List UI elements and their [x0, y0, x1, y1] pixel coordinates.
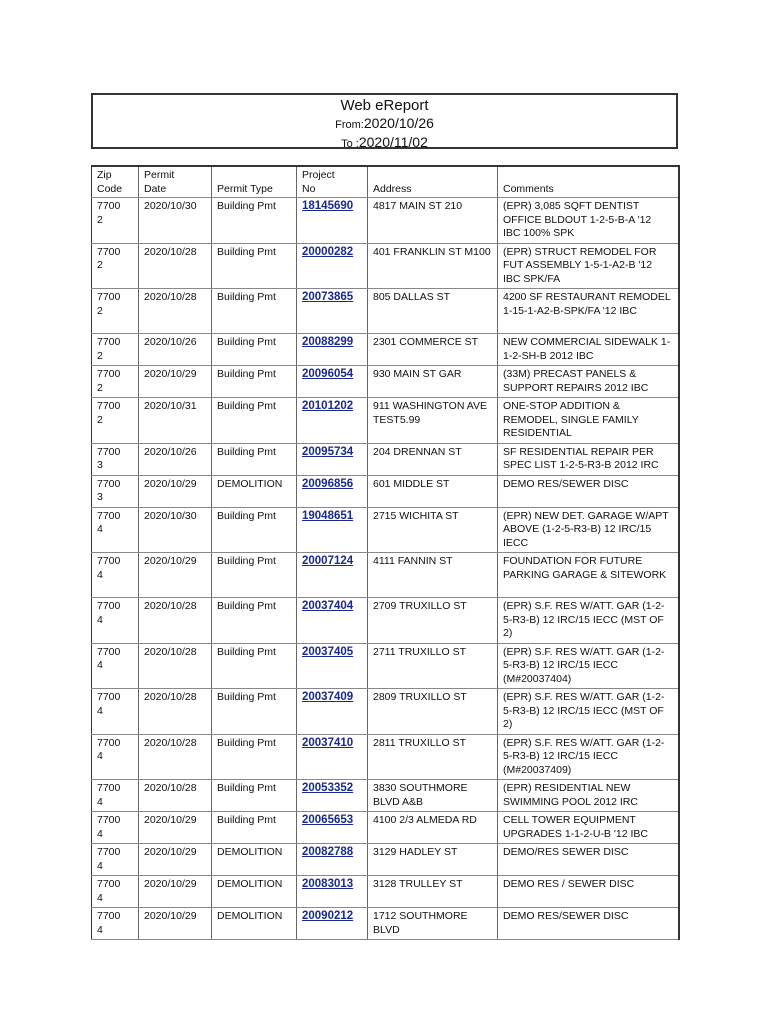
project-no-cell	[297, 398, 368, 444]
project-no-cell	[297, 876, 368, 908]
table-row	[92, 334, 679, 366]
project-no-cell	[297, 289, 368, 334]
comments-cell: CELL TOWER EQUIPMENT UPGRADES 1-1-2-U-B '12 IBC	[498, 812, 679, 844]
to-line	[93, 134, 676, 153]
table-row	[92, 475, 679, 507]
project-link[interactable]: 20037405	[302, 645, 354, 658]
comments-cell: DEMO/RES SEWER DISC	[498, 844, 679, 876]
permit-date-cell: 2020/10/29	[139, 844, 212, 876]
permit-type-cell: Building Pmt	[212, 689, 297, 735]
project-no-cell	[297, 334, 368, 366]
permit-type-cell: Building Pmt	[212, 553, 297, 598]
permit-type-cell: Building Pmt	[212, 734, 297, 780]
address-cell: 1712 SOUTHMORE BLVD	[368, 908, 498, 940]
zip-code-cell: 7700 4	[92, 780, 139, 812]
column-header: Zip Code	[92, 166, 139, 198]
comments-cell: DEMO RES/SEWER DISC	[498, 475, 679, 507]
permit-date-cell: 2020/10/28	[139, 780, 212, 812]
project-link[interactable]: 20083013	[302, 878, 354, 890]
permit-date-cell: 2020/10/29	[139, 876, 212, 908]
project-link[interactable]: 20090212	[302, 910, 354, 922]
zip-code-cell: 7700 2	[92, 334, 139, 366]
permit-type-cell: Building Pmt	[212, 398, 297, 444]
project-no-cell	[297, 734, 368, 780]
address-cell: 4100 2/3 ALMEDA RD	[368, 812, 498, 844]
to-label: To :	[341, 138, 359, 150]
permit-date-cell: 2020/10/29	[139, 908, 212, 940]
comments-cell: (EPR) STRUCT REMODEL FOR FUT ASSEMBLY 1-5-1-A2-B '12 IBC SPK/FA	[498, 243, 679, 289]
permit-type-cell: Building Pmt	[212, 443, 297, 475]
project-no-cell	[297, 553, 368, 598]
permit-type-cell: DEMOLITION	[212, 876, 297, 908]
table-header-row	[92, 166, 679, 198]
comments-cell: 4200 SF RESTAURANT REMODEL 1-15-1-A2-B-SPK/FA '12 IBC	[498, 289, 679, 334]
zip-code-cell: 7700 2	[92, 289, 139, 334]
project-no-cell	[297, 366, 368, 398]
permits-table-body	[92, 166, 679, 940]
permit-date-cell: 2020/10/28	[139, 643, 212, 689]
project-link[interactable]: 20088299	[302, 336, 354, 348]
permit-type-cell: Building Pmt	[212, 598, 297, 644]
column-header: Permit Type	[212, 166, 297, 198]
comments-cell: FOUNDATION FOR FUTURE PARKING GARAGE & SITEWORK	[498, 553, 679, 598]
to-date: 2020/11/02	[358, 134, 428, 150]
permit-date-cell: 2020/10/29	[139, 475, 212, 507]
report-header	[91, 93, 678, 149]
project-no-cell	[297, 643, 368, 689]
from-line	[93, 115, 676, 134]
table-row	[92, 780, 679, 812]
permit-type-cell: Building Pmt	[212, 780, 297, 812]
table-row	[92, 198, 679, 244]
permit-date-cell: 2020/10/26	[139, 443, 212, 475]
address-cell: 401 FRANKLIN ST M100	[368, 243, 498, 289]
project-no-cell	[297, 844, 368, 876]
project-no-cell	[297, 908, 368, 940]
table-row	[92, 844, 679, 876]
permit-date-cell: 2020/10/30	[139, 198, 212, 244]
project-link[interactable]: 20000282	[302, 245, 354, 258]
zip-code-cell: 7700 2	[92, 198, 139, 244]
zip-code-cell: 7700 2	[92, 398, 139, 444]
comments-cell: (EPR) S.F. RES W/ATT. GAR (1-2-5-R3-B) 12 IRC/15 IECC (MST OF 2)	[498, 598, 679, 644]
permit-date-cell: 2020/10/28	[139, 289, 212, 334]
project-no-cell	[297, 507, 368, 553]
permit-type-cell: Building Pmt	[212, 812, 297, 844]
project-no-cell	[297, 780, 368, 812]
zip-code-cell: 7700 3	[92, 443, 139, 475]
zip-code-cell: 7700 4	[92, 598, 139, 644]
comments-cell: DEMO RES / SEWER DISC	[498, 876, 679, 908]
permit-date-cell: 2020/10/28	[139, 689, 212, 735]
zip-code-cell: 7700 4	[92, 812, 139, 844]
project-no-cell	[297, 812, 368, 844]
zip-code-cell: 7700 4	[92, 553, 139, 598]
project-link[interactable]: 20096054	[302, 368, 354, 380]
comments-cell: DEMO RES/SEWER DISC	[498, 908, 679, 940]
address-cell: 2715 WICHITA ST	[368, 507, 498, 553]
table-row	[92, 366, 679, 398]
zip-code-cell: 7700 3	[92, 475, 139, 507]
project-link[interactable]: 19048651	[302, 509, 354, 522]
table-row	[92, 443, 679, 475]
permit-date-cell: 2020/10/26	[139, 334, 212, 366]
address-cell: 2811 TRUXILLO ST	[368, 734, 498, 780]
from-date: 2020/10/26	[363, 115, 434, 131]
comments-cell: (EPR) S.F. RES W/ATT. GAR (1-2-5-R3-B) 12 IRC/15 IECC (MST OF 2)	[498, 689, 679, 735]
zip-code-cell: 7700 4	[92, 844, 139, 876]
address-cell: 3128 TRULLEY ST	[368, 876, 498, 908]
comments-cell: (EPR) S.F. RES W/ATT. GAR (1-2-5-R3-B) 12 IRC/15 IECC (M#20037409)	[498, 734, 679, 780]
project-link[interactable]: 20095734	[302, 445, 354, 458]
project-link[interactable]: 20065653	[302, 814, 354, 826]
permit-type-cell: Building Pmt	[212, 243, 297, 289]
permit-type-cell: Building Pmt	[212, 643, 297, 689]
project-no-cell	[297, 243, 368, 289]
project-no-cell	[297, 475, 368, 507]
column-header: Comments	[498, 166, 679, 198]
comments-cell: (EPR) NEW DET. GARAGE W/APT ABOVE (1-2-5-R3-B) 12 IRC/15 IECC	[498, 507, 679, 553]
address-cell: 2301 COMMERCE ST	[368, 334, 498, 366]
column-header: Address	[368, 166, 498, 198]
permit-type-cell: DEMOLITION	[212, 475, 297, 507]
permit-type-cell: DEMOLITION	[212, 844, 297, 876]
zip-code-cell: 7700 4	[92, 643, 139, 689]
permit-type-cell: Building Pmt	[212, 289, 297, 334]
project-link[interactable]: 20037409	[302, 691, 354, 703]
project-link[interactable]: 20007124	[302, 555, 354, 567]
project-link[interactable]: 20101202	[302, 400, 354, 412]
comments-cell: (EPR) RESIDENTIAL NEW SWIMMING POOL 2012 IRC	[498, 780, 679, 812]
permit-date-cell: 2020/10/29	[139, 812, 212, 844]
table-row	[92, 812, 679, 844]
column-header: Permit Date	[139, 166, 212, 198]
table-row	[92, 398, 679, 444]
from-label: From:	[335, 119, 364, 131]
zip-code-cell: 7700 2	[92, 366, 139, 398]
permit-date-cell: 2020/10/31	[139, 398, 212, 444]
project-link[interactable]: 18145690	[302, 200, 354, 212]
permit-date-cell: 2020/10/28	[139, 598, 212, 644]
zip-code-cell: 7700 4	[92, 734, 139, 780]
permit-date-cell: 2020/10/29	[139, 553, 212, 598]
comments-cell: (EPR) 3,085 SQFT DENTIST OFFICE BLDOUT 1-2-5-B-A '12 IBC 100% SPK	[498, 198, 679, 244]
comments-cell: SF RESIDENTIAL REPAIR PER SPEC LIST 1-2-5-R3-B 2012 IRC	[498, 443, 679, 475]
address-cell: 4817 MAIN ST 210	[368, 198, 498, 244]
permits-table	[91, 165, 680, 940]
address-cell: 930 MAIN ST GAR	[368, 366, 498, 398]
address-cell: 911 WASHINGTON AVE TEST5.99	[368, 398, 498, 444]
table-row	[92, 243, 679, 289]
zip-code-cell: 7700 4	[92, 689, 139, 735]
permit-type-cell: DEMOLITION	[212, 908, 297, 940]
project-link[interactable]: 20073865	[302, 291, 354, 303]
permit-type-cell: Building Pmt	[212, 334, 297, 366]
address-cell: 4111 FANNIN ST	[368, 553, 498, 598]
project-link[interactable]: 20082788	[302, 846, 354, 858]
project-no-cell	[297, 598, 368, 644]
project-no-cell	[297, 198, 368, 244]
permit-type-cell: Building Pmt	[212, 366, 297, 398]
address-cell: 2809 TRUXILLO ST	[368, 689, 498, 735]
project-link[interactable]: 20037404	[302, 600, 354, 612]
table-row	[92, 507, 679, 553]
table-row	[92, 598, 679, 644]
permit-date-cell: 2020/10/29	[139, 366, 212, 398]
address-cell: 204 DRENNAN ST	[368, 443, 498, 475]
zip-code-cell: 7700 4	[92, 876, 139, 908]
table-row	[92, 289, 679, 334]
table-row	[92, 734, 679, 780]
permit-date-cell: 2020/10/28	[139, 734, 212, 780]
address-cell: 2709 TRUXILLO ST	[368, 598, 498, 644]
report-title: Web eReport	[340, 97, 429, 114]
permit-date-cell: 2020/10/30	[139, 507, 212, 553]
project-link[interactable]: 20096856	[302, 477, 354, 490]
zip-code-cell: 7700 4	[92, 908, 139, 940]
table-row	[92, 876, 679, 908]
permit-date-cell: 2020/10/28	[139, 243, 212, 289]
address-cell: 2711 TRUXILLO ST	[368, 643, 498, 689]
comments-cell: (33M) PRECAST PANELS & SUPPORT REPAIRS 2012 IBC	[498, 366, 679, 398]
table-row	[92, 553, 679, 598]
comments-cell: (EPR) S.F. RES W/ATT. GAR (1-2-5-R3-B) 12 IRC/15 IECC (M#20037404)	[498, 643, 679, 689]
comments-cell: NEW COMMERCIAL SIDEWALK 1-1-2-SH-B 2012 IBC	[498, 334, 679, 366]
project-link[interactable]: 20037410	[302, 736, 354, 749]
project-no-cell	[297, 443, 368, 475]
address-cell: 3129 HADLEY ST	[368, 844, 498, 876]
permit-type-cell: Building Pmt	[212, 507, 297, 553]
project-link[interactable]: 20053352	[302, 782, 354, 794]
table-row	[92, 908, 679, 940]
column-header: Project No	[297, 166, 368, 198]
comments-cell: ONE-STOP ADDITION & REMODEL, SINGLE FAMILY RESIDENTIAL	[498, 398, 679, 444]
address-cell: 805 DALLAS ST	[368, 289, 498, 334]
zip-code-cell: 7700 4	[92, 507, 139, 553]
address-cell: 3830 SOUTHMORE BLVD A&B	[368, 780, 498, 812]
address-cell: 601 MIDDLE ST	[368, 475, 498, 507]
zip-code-cell: 7700 2	[92, 243, 139, 289]
table-row	[92, 689, 679, 735]
permit-type-cell: Building Pmt	[212, 198, 297, 244]
table-row	[92, 643, 679, 689]
project-no-cell	[297, 689, 368, 735]
